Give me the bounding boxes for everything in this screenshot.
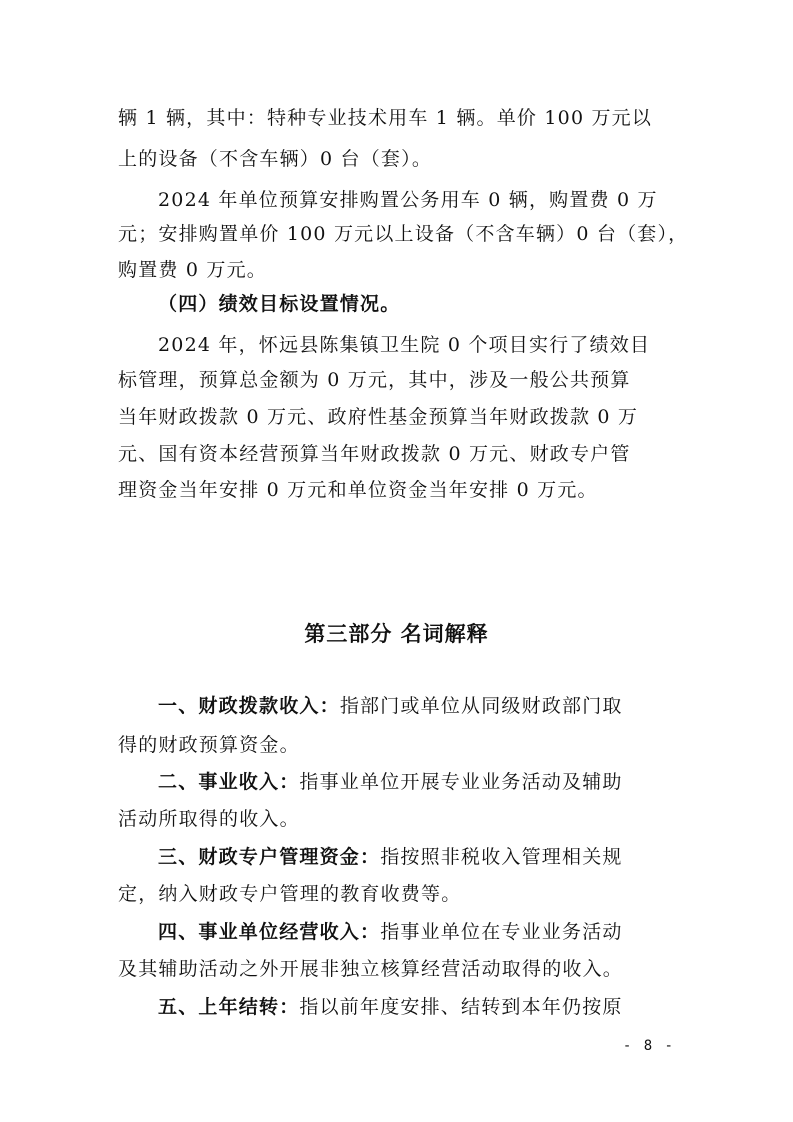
body-text-line: 标管理，预算总金额为 0 万元，其中，涉及一般公共预算 [118, 369, 631, 391]
body-text-line: 元；安排购置单价 100 万元以上设备（不含车辆）0 台（套）， [118, 223, 689, 245]
term-definition [158, 993, 678, 1021]
term-definition [158, 768, 678, 796]
part-title: 第三部分 名词解释 [304, 622, 489, 646]
body-text-line: 2024 年，怀远县陈集镇卫生院 0 个项目实行了绩效目 [158, 334, 651, 356]
body-text-line: 辆 1 辆，其中：特种专业技术用车 1 辆。单价 100 万元以 [118, 107, 653, 129]
term-text: 指事业单位开展专业业务活动及辅助 [299, 771, 623, 793]
term-label: 三、财政专户管理资金： [158, 846, 381, 868]
body-text-line: 理资金当年安排 0 万元和单位资金当年安排 0 万元。 [118, 479, 598, 501]
term-label: 二、事业收入： [158, 771, 300, 793]
term-text: 指部门或单位从同级财政部门取 [339, 695, 623, 717]
body-text-line: 元、国有资本经营预算当年财政拨款 0 万元、财政专户管 [118, 443, 631, 465]
body-text-line: 上的设备（不含车辆）0 台（套）。 [118, 148, 433, 170]
term-text: 指按照非税收入管理相关规 [380, 846, 623, 868]
term-text: 指以前年度安排、结转到本年仍按原 [299, 996, 623, 1018]
body-text-line: 得的财政预算资金。 [118, 734, 300, 756]
term-text: 指事业单位在专业业务活动 [380, 921, 623, 943]
term-definition [158, 692, 678, 720]
term-label: 四、事业单位经营收入： [158, 921, 381, 943]
term-definition [158, 918, 678, 946]
body-text-line: 定，纳入财政专户管理的教育收费等。 [118, 883, 462, 905]
term-definition [158, 843, 678, 871]
body-text-line: 购置费 0 万元。 [118, 259, 267, 281]
section-heading: （四）绩效目标设置情况。 [158, 293, 401, 315]
body-text-line: 活动所取得的收入。 [118, 808, 300, 830]
body-text-line: 当年财政拨款 0 万元、政府性基金预算当年财政拨款 0 万 [118, 406, 639, 428]
body-text-line: 2024 年单位预算安排购置公务用车 0 辆，购置费 0 万 [158, 189, 658, 211]
term-label: 五、上年结转： [158, 996, 300, 1018]
term-label: 一、财政拨款收入： [158, 695, 340, 717]
page-number: - 8 - [622, 1038, 675, 1054]
body-text-line: 及其辅助活动之外开展非独立核算经营活动取得的收入。 [118, 958, 624, 980]
